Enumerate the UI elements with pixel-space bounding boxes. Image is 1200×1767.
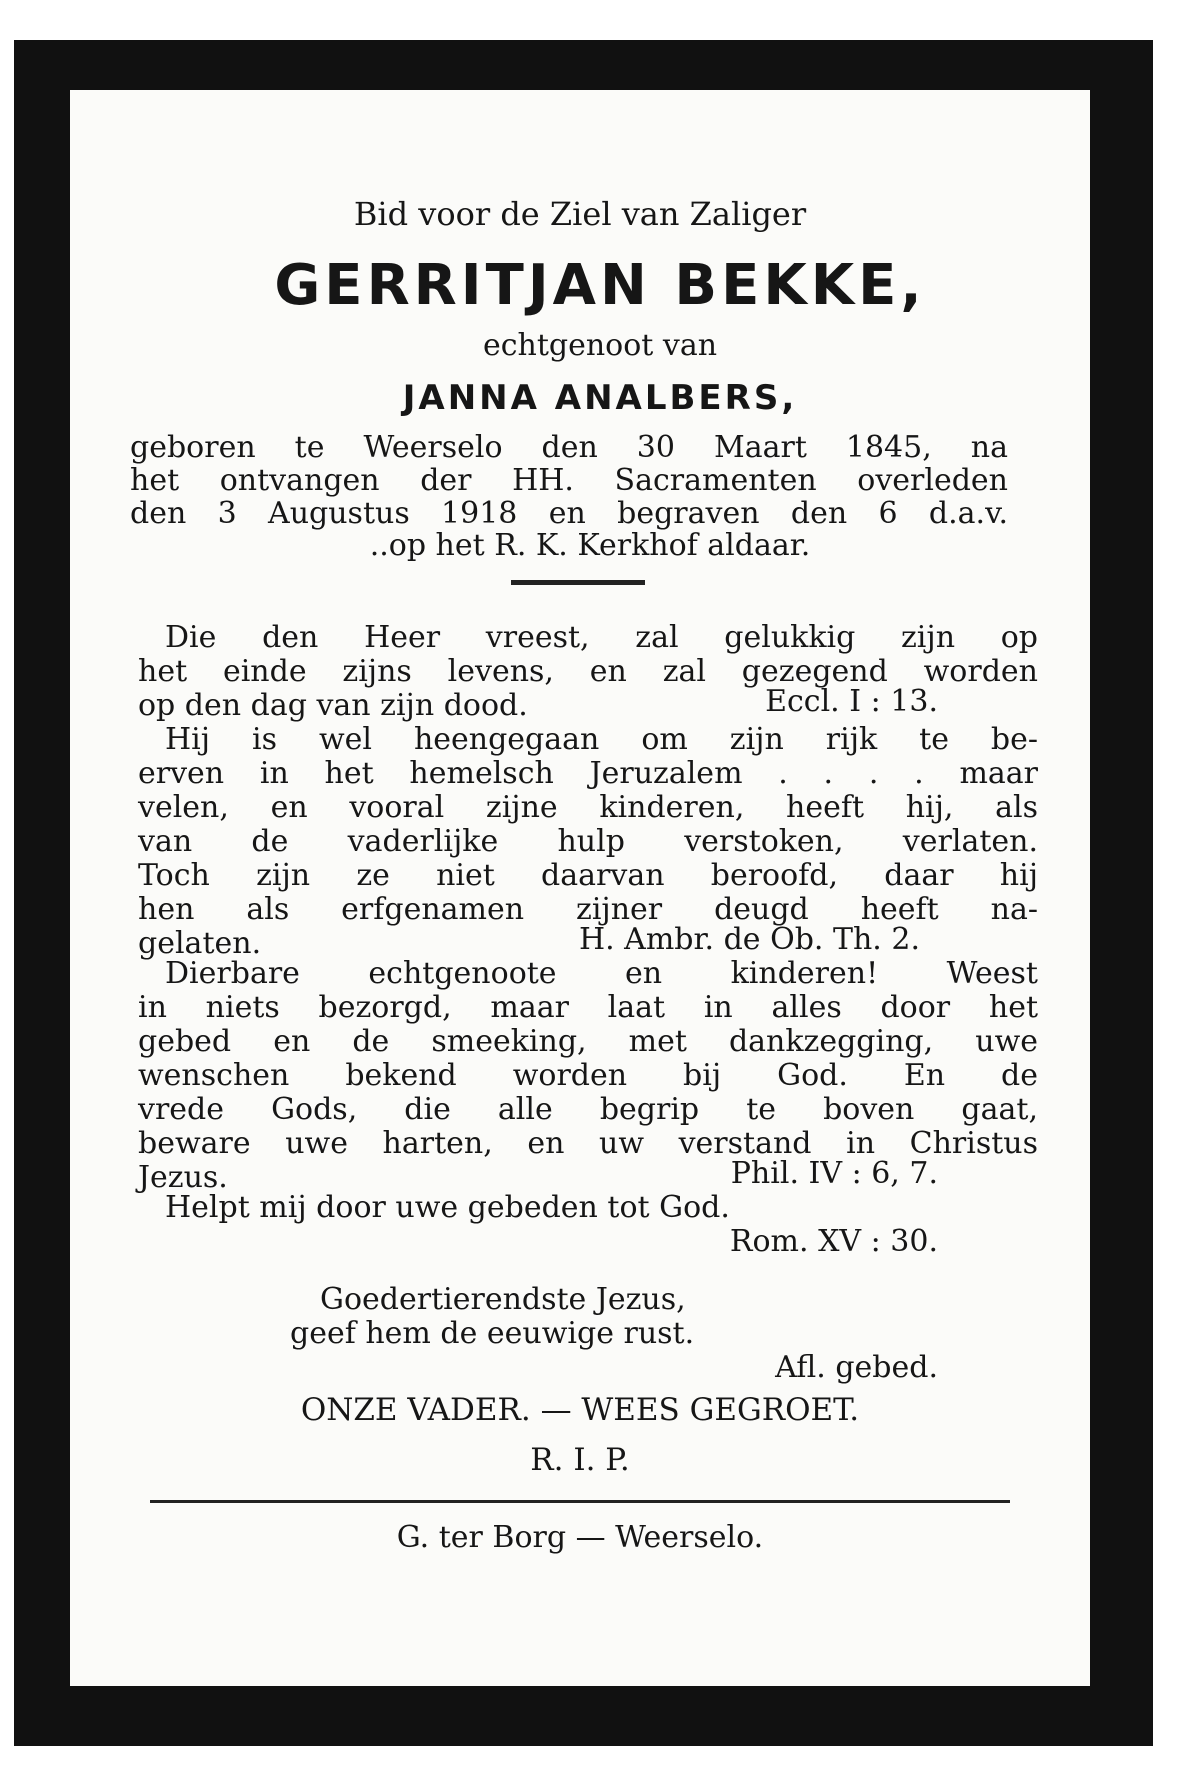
text-ref-3: Phil. IV : 6, 7. — [730, 1156, 938, 1191]
bio-line-3: den 3 Augustus 1918 en begraven den 6 d.a.v. — [130, 496, 1008, 531]
bio-line-4: ..op het R. K. Kerkhof aldaar. — [369, 528, 811, 563]
text-line-5: erven in het hemelsch Jeruzalem . . . . maar — [138, 756, 1038, 791]
short-divider — [511, 580, 645, 585]
memorial-card — [14, 40, 1153, 1746]
text-line-8: Toch zijn ze niet daarvan beroofd, daar hij — [138, 858, 1038, 893]
bottom-divider — [150, 1500, 1010, 1503]
bio-line-2: het ontvangen der HH. Sacramenten overleden — [130, 463, 1008, 498]
text-line-15: vrede Gods, die alle begrip te boven gaat, — [138, 1092, 1038, 1127]
text-ref-2: H. Ambr. de Ob. Th. 2. — [578, 922, 920, 957]
text-line-2: het einde zijns levens, en zal gezegend worden — [138, 654, 1038, 689]
text-line-16: beware uwe harten, en uw verstand in Christus — [138, 1126, 1038, 1161]
text-line-14: wenschen bekend worden bij God. En de — [138, 1058, 1038, 1093]
text-line-6: velen, en vooral zijne kinderen, heeft hij, als — [138, 790, 1038, 825]
text-ref-4: Rom. XV : 30. — [729, 1224, 938, 1259]
prayer-ref: Afl. gebed. — [775, 1350, 938, 1385]
text-line-9: hen als erfgenamen zijner deugd heeft na- — [138, 892, 1038, 927]
text-line-10: gelaten. — [138, 926, 262, 961]
card-text-area — [70, 90, 1090, 1686]
prayer-line-2: geef hem de eeuwige rust. — [290, 1316, 695, 1351]
text-line-17: Jezus. — [138, 1160, 228, 1195]
text-line-1: Die den Heer vreest, zal gelukkig zijn op — [165, 620, 1038, 655]
text-line-13: gebed en de smeeking, met dankzegging, uwe — [138, 1024, 1038, 1059]
bio-line-1: geboren te Weerselo den 30 Maart 1845, na — [130, 430, 1008, 465]
text-line-12: in niets bezorgd, maar laat in alles door het — [138, 990, 1038, 1025]
intro-line: Bid voor de Ziel van Zaliger — [353, 195, 807, 233]
text-line-4: Hij is wel heengegaan om zijn rijk te be- — [165, 722, 1038, 757]
deceased-name: GERRITJAN BEKKE, — [274, 253, 926, 318]
text-line-7: van de vaderlijke hulp verstoken, verlaten. — [138, 824, 1038, 859]
spouse-name: JANNA ANALBERS, — [402, 378, 798, 418]
closing-prayers: ONZE VADER. — WEES GEGROET. — [300, 1392, 860, 1428]
text-line-11: Dierbare echtgenoote en kinderen! Weest — [165, 956, 1038, 991]
printer-line: G. ter Borg — Weerselo. — [396, 1520, 764, 1555]
rip-line: R. I. P. — [530, 1442, 630, 1478]
text-line-18: Helpt mij door uwe gebeden tot God. — [165, 1190, 730, 1225]
text-ref-1: Eccl. I : 13. — [765, 684, 938, 719]
prayer-line-1: Goedertierendste Jezus, — [320, 1282, 686, 1317]
spouse-intro: echtgenoot van — [482, 328, 718, 363]
text-line-3: op den dag van zijn dood. — [138, 688, 528, 723]
